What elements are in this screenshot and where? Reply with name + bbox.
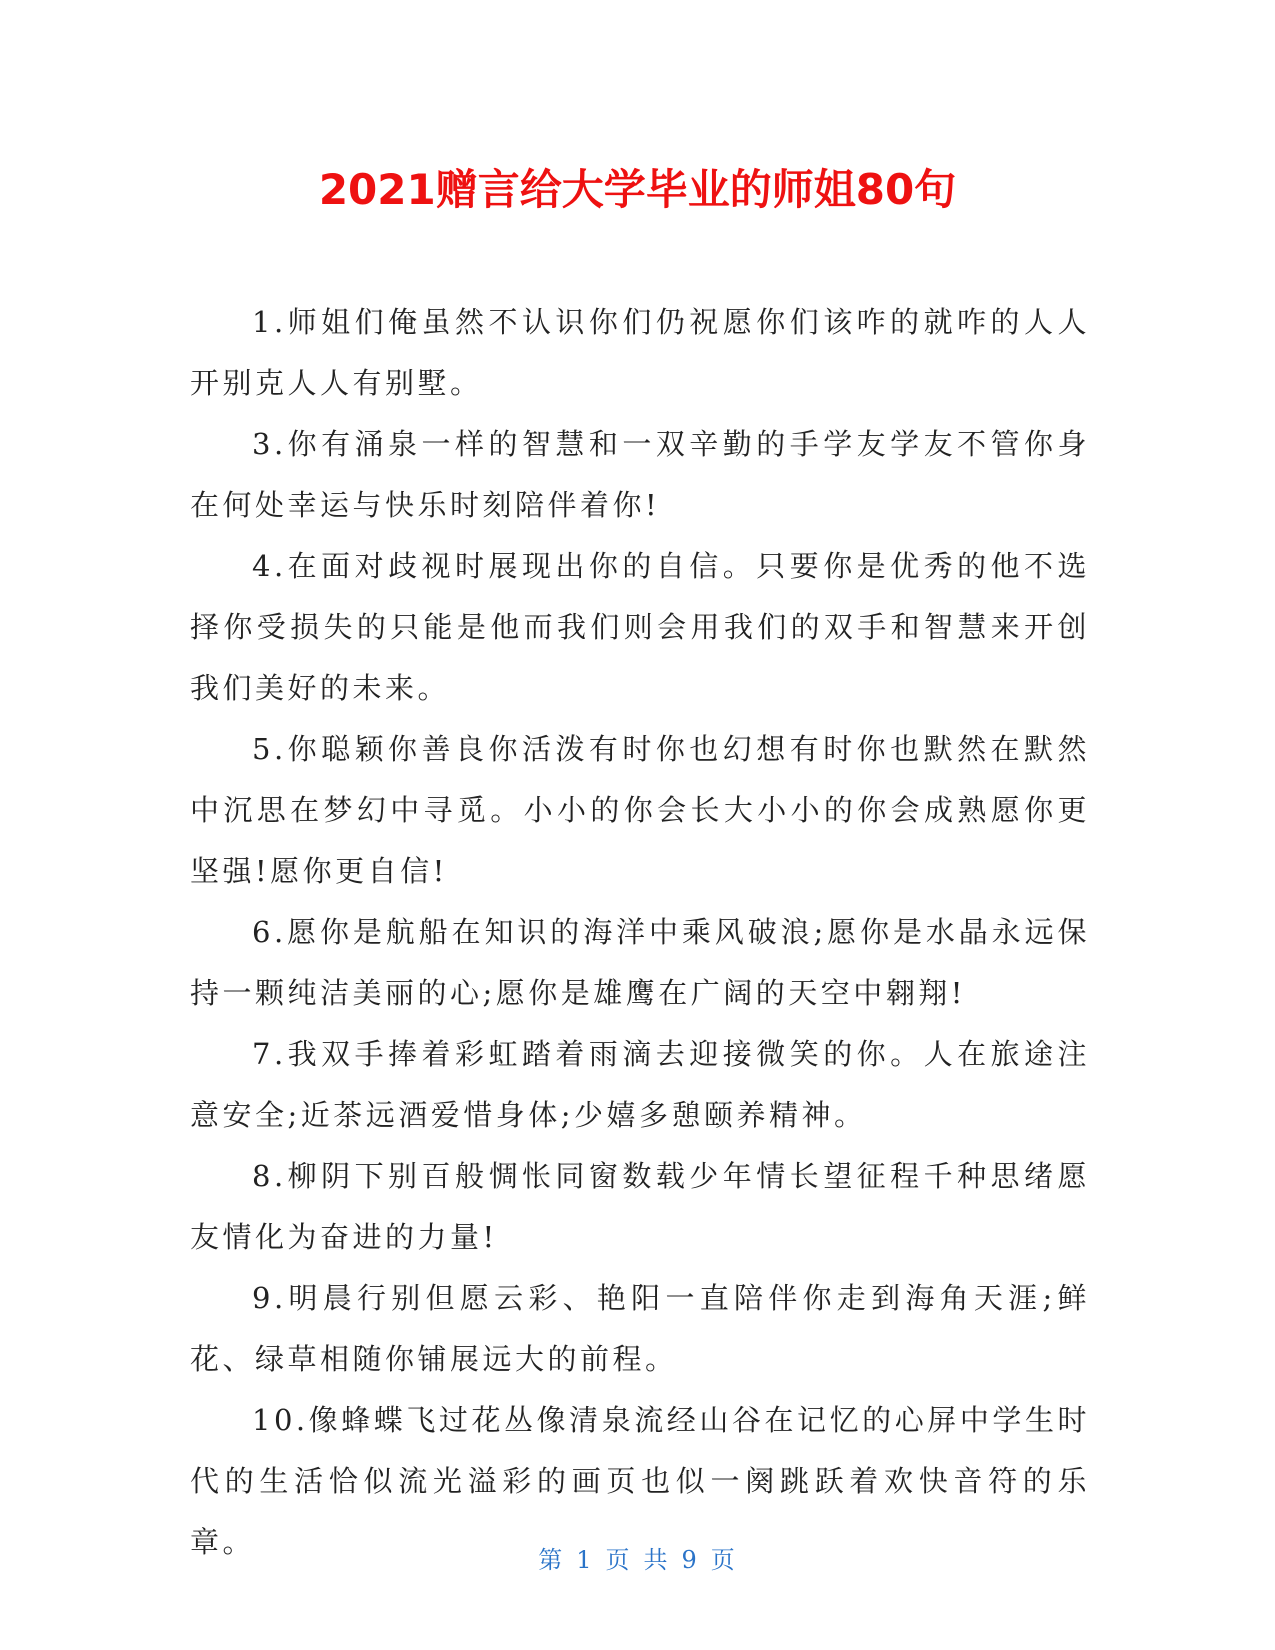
document-title: 2021赠言给大学毕业的师姐80句 — [318, 165, 957, 214]
paragraph: 1.师姐们俺虽然不认识你们仍祝愿你们该咋的就咋的人人开别克人人有别墅。 — [190, 305, 1090, 400]
paragraph: 10.像蜂蝶飞过花丛像清泉流经山谷在记忆的心屏中学生时代的生活恰似流光溢彩的画页也似一阕跳跃着欢快音符的乐章。 — [190, 1403, 1090, 1559]
paragraph: 7.我双手捧着彩虹踏着雨滴去迎接微笑的你。人在旅途注意安全;近茶远酒爱惜身体;少嬉多憩颐养精神。 — [190, 1037, 1090, 1132]
current-page-number: 1 — [576, 1546, 594, 1574]
page-label-mid: 页 — [605, 1546, 632, 1574]
paragraph: 6.愿你是航船在知识的海洋中乘风破浪;愿你是水晶永远保持一颗纯洁美丽的心;愿你是雄鹰在广阔的天空中翱翔! — [190, 915, 1090, 1010]
paragraph: 9.明晨行别但愿云彩、艳阳一直陪伴你走到海角天涯;鲜花、绿草相随你铺展远大的前程。 — [190, 1281, 1090, 1376]
total-label-prefix: 共 — [643, 1546, 670, 1574]
page-label-prefix: 第 — [538, 1546, 565, 1574]
total-pages-number: 9 — [681, 1546, 699, 1574]
page-footer — [0, 1544, 1275, 1576]
paragraph: 5.你聪颖你善良你活泼有时你也幻想有时你也默然在默然中沉思在梦幻中寻觅。小小的你会长大小小的你会成熟愿你更坚强!愿你更自信! — [190, 732, 1090, 888]
paragraph: 3.你有涌泉一样的智慧和一双辛勤的手学友学友不管你身在何处幸运与快乐时刻陪伴着你! — [190, 427, 1090, 522]
page-label-suffix: 页 — [710, 1546, 737, 1574]
paragraph: 4.在面对歧视时展现出你的自信。只要你是优秀的他不选择你受损失的只能是他而我们则会用我们的双手和智慧来开创我们美好的未来。 — [190, 549, 1090, 705]
document-body — [190, 292, 1090, 1573]
paragraph: 8.柳阴下别百般惆怅同窗数载少年情长望征程千种思绪愿友情化为奋进的力量! — [190, 1159, 1090, 1254]
